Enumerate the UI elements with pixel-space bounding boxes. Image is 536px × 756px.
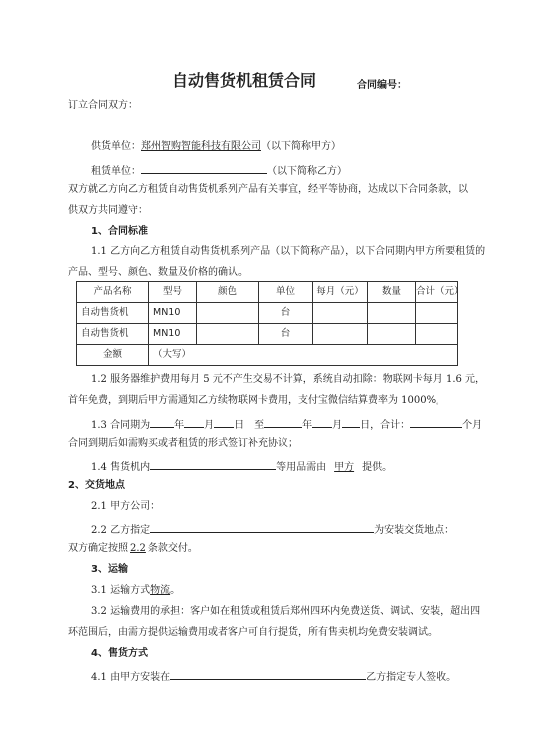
supplier-note: （以下简称甲方） [261,141,341,152]
supplier-label: 供货单位： [91,141,141,152]
month-label: 月 [332,420,343,431]
clause-2-1: 2.1 甲方公司： [91,501,161,512]
table-row [77,324,458,345]
clause-1-2-text: 首年免费，到期后甲方需通知乙方续物联网卡费用，支付宝微信结算费率为 1000% [68,395,437,406]
day-label: 日 [360,420,371,431]
table-cell-product: 自动售货机 [77,303,149,324]
clause-3-2-line-2: 环范围后，由需方提供运输费用或者客户可自行提货，所有售卖机均免费安装调试。 [68,627,438,638]
table-header-cell: 颜色 [197,282,259,303]
clause-4-1-text: 4.1 由甲方安装在 [91,672,171,683]
preamble-line-2: 供双方共同遵守： [68,205,148,216]
clause-3-2-line-1: 3.2 运输费用的承担：客户如在租赁或租赁后郑州四环内免费送货、调试、安装，超出四 [91,606,481,617]
clause-4-1 [91,668,456,685]
total-months-blank[interactable] [410,416,462,428]
amount-value[interactable]: （大写） [149,345,458,366]
table-cell-model: MN10 [149,303,197,324]
day-label: 日 [234,420,245,431]
table-cell-total[interactable] [416,324,458,345]
table-amount-row [77,345,458,366]
providing-party: 甲方 [334,462,355,473]
renter-label: 租赁单位： [91,166,141,177]
table-cell-quantity[interactable] [368,324,416,345]
table-cell-quantity[interactable] [368,303,416,324]
goods-blank[interactable] [150,458,276,470]
table-header-cell: 数量 [368,282,416,303]
table-header-cell: 合计（元） [416,282,458,303]
table-header-cell: 型号 [149,282,197,303]
clause-1-3-line-2: 合同到期后如需购买或者租赁的形式签订补充协议； [68,438,298,449]
section-2-heading: 2、交货地点 [68,480,125,491]
clause-3-1-text: 3.1 运输方式 [91,585,151,596]
clause-1-4-text: 1.4 售货机内 [91,462,151,473]
clause-1-1-line-1: 1.1 乙方向乙方租赁自动售货机系列产品（以下简称产品），以下合同期内甲方所要租赁的 [91,246,486,257]
table-row [77,303,458,324]
table-cell-unit: 台 [259,303,313,324]
clause-1-2-line-1: 1.2 服务器维护费用每月 5 元不产生交易不计算，系统自动扣除：物联网卡每月 1.6 元， [91,374,486,385]
month-label: 月 [204,420,215,431]
table-cell-product: 自动售货机 [77,324,149,345]
table-header-cell: 产品名称 [77,282,149,303]
clause-reference: 2.2 [130,543,146,554]
document-title: 自动售货机租赁合同 [172,71,317,90]
renter-note: （以下简称乙方） [267,166,347,177]
clause-1-2-line-2 [68,394,442,410]
clause-2-2-text: 为安装交货地点： [374,525,455,536]
clause-1-4 [91,458,392,475]
install-location-blank[interactable] [170,668,366,680]
end-day-blank[interactable] [342,416,360,428]
clause-2-2-text: 2.2 乙方指定 [91,525,151,536]
section-4-heading: 4、售货方式 [91,648,148,659]
section-3-heading: 3、运输 [91,564,128,575]
clause-1-4-text: 等用品需由 [276,462,327,473]
clause-2-3-text: 条款交付。 [147,543,198,554]
table-cell-unit: 台 [259,324,313,345]
clause-2-3-text: 双方确定按照 [68,543,128,554]
supplier-name: 郑州智购智能科技有限公司 [141,141,261,152]
table-cell-monthly[interactable] [313,324,368,345]
section-1-heading: 1、合同标准 [91,226,148,237]
product-table [76,281,464,366]
contract-number-label: 合同编号： [357,80,407,91]
clause-1-2-end: 。 [436,399,443,406]
table-cell-monthly[interactable] [313,303,368,324]
preamble-line-1: 双方就乙方向乙方租赁自动售货机系列产品有关事宜，经平等协商，达成以下合同条款，以 [68,184,468,195]
clause-2-2 [91,521,454,538]
transport-method: 物流 [150,585,171,596]
months-label: 个月 [462,420,483,431]
table-header-cell: 单位 [259,282,313,303]
supplier-line [91,140,341,154]
end-month-blank[interactable] [312,416,332,428]
clause-2-3 [68,542,198,556]
amount-label: 金额 [77,345,149,366]
table-cell-total[interactable] [416,303,458,324]
term-label: 1.3 合同期为 [91,420,151,431]
clause-3-1-text: 。 [170,585,181,596]
clause-1-1-line-2: 产品、型号、颜色、数量及价格的确认。 [68,267,248,278]
renter-line [91,162,347,179]
total-label: ，合计： [370,420,411,431]
clause-1-4-text: 提供。 [362,462,393,473]
table-cell-model: MN10 [149,324,197,345]
parties-label: 订立合同双方： [68,100,138,111]
to-label: 至 [254,420,265,431]
delivery-location-blank[interactable] [150,521,374,533]
start-day-blank[interactable] [214,416,234,428]
clause-3-1 [91,584,180,598]
year-label: 年 [302,420,313,431]
end-year-blank[interactable] [264,416,302,428]
table-cell-color[interactable] [197,324,259,345]
start-month-blank[interactable] [184,416,204,428]
clause-4-1-text: 乙方指定专人签收。 [366,672,457,683]
year-label: 年 [174,420,185,431]
start-year-blank[interactable] [150,416,174,428]
table-header-row [77,282,458,303]
renter-name-blank[interactable] [141,162,267,174]
clause-1-3-line-1 [91,416,482,433]
table-header-cell: 每月（元） [313,282,368,303]
table-cell-color[interactable] [197,303,259,324]
